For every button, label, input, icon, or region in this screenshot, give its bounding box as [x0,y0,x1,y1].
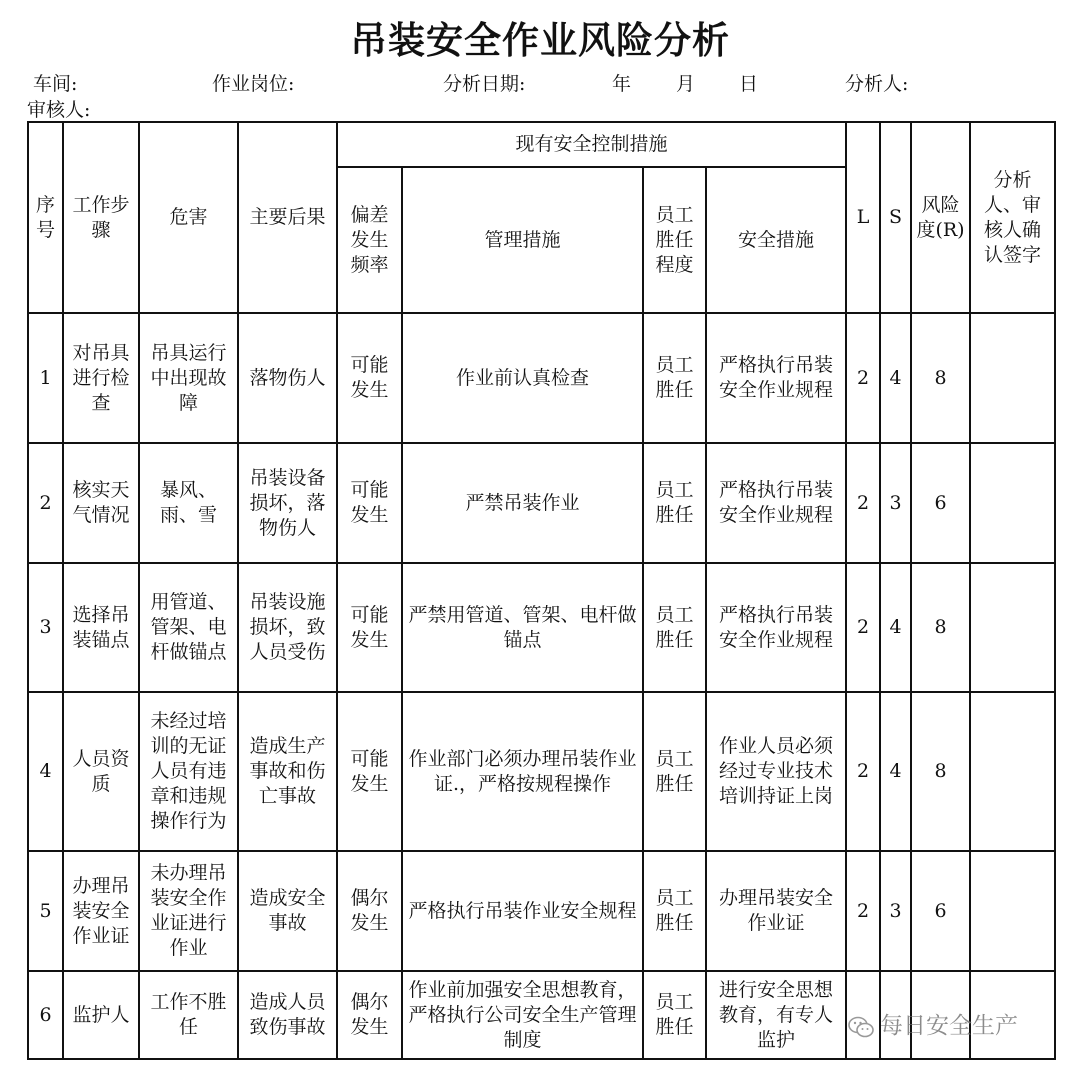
cell-consequence: 造成人员致伤事故 [238,971,337,1059]
cell-management: 严禁吊装作业 [402,443,643,563]
cell-sign [970,692,1055,851]
cell-hazard: 工作不胜任 [139,971,238,1059]
header-consequence: 主要后果 [238,122,337,313]
cell-step: 对吊具进行检查 [63,313,139,443]
year-label: 年 [612,73,632,95]
header-controls-group: 现有安全控制措施 [337,122,846,167]
header-deviation: 偏差发生频率 [337,167,402,313]
cell-competence: 员工胜任 [643,443,706,563]
header-s: S [880,122,911,313]
cell-r: 6 [911,443,970,563]
cell-deviation: 可能发生 [337,443,402,563]
cell-consequence: 吊装设施损坏，致人员受伤 [238,563,337,692]
watermark-text: 每日安全生产 [880,1013,1018,1039]
cell-seq: 2 [28,443,63,563]
risk-analysis-table [27,121,1056,1060]
cell-competence: 员工胜任 [643,851,706,971]
cell-sign [970,563,1055,692]
cell-s: 4 [880,313,911,443]
cell-management: 作业部门必须办理吊装作业证.，严格按规程操作 [402,692,643,851]
cell-management: 严禁用管道、管架、电杆做锚点 [402,563,643,692]
cell-consequence: 落物伤人 [238,313,337,443]
cell-competence: 员工胜任 [643,313,706,443]
analyst-label: 分析人: [845,73,909,95]
table-row [28,443,1055,563]
wechat-logo-icon [848,1016,874,1038]
cell-management: 作业前认真检查 [402,313,643,443]
header-step: 工作步骤 [63,122,139,313]
cell-sign [970,313,1055,443]
cell-step: 选择吊装锚点 [63,563,139,692]
cell-management: 严格执行吊装作业安全规程 [402,851,643,971]
header-competence: 员工胜任程度 [643,167,706,313]
cell-hazard: 用管道、管架、电杆做锚点 [139,563,238,692]
cell-management: 作业前加强安全思想教育，严格执行公司安全生产管理制度 [402,971,643,1059]
header-management: 管理措施 [402,167,643,313]
cell-s: 3 [880,851,911,971]
workshop-label: 车间: [33,73,78,95]
cell-safety: 办理吊装安全作业证 [706,851,846,971]
table-row [28,313,1055,443]
cell-safety: 作业人员必须经过专业技术培训持证上岗 [706,692,846,851]
cell-step: 监护人 [63,971,139,1059]
reviewer-label: 审核人: [27,99,91,121]
cell-consequence: 造成安全事故 [238,851,337,971]
cell-seq: 4 [28,692,63,851]
cell-s: 4 [880,563,911,692]
cell-seq: 1 [28,313,63,443]
cell-competence: 员工胜任 [643,692,706,851]
cell-hazard: 未经过培训的无证人员有违章和违规操作行为 [139,692,238,851]
cell-hazard: 暴风、雨、雪 [139,443,238,563]
cell-competence: 员工胜任 [643,971,706,1059]
analysis-date-label: 分析日期: [443,73,526,95]
cell-r: 8 [911,692,970,851]
table-row [28,692,1055,851]
cell-deviation: 可能发生 [337,563,402,692]
cell-safety: 严格执行吊装安全作业规程 [706,313,846,443]
page-title: 吊装安全作业风险分析 [350,19,730,62]
cell-safety: 严格执行吊装安全作业规程 [706,563,846,692]
header-safety: 安全措施 [706,167,846,313]
cell-l: 2 [846,851,880,971]
cell-step: 办理吊装安全作业证 [63,851,139,971]
cell-l: 2 [846,692,880,851]
cell-safety: 严格执行吊装安全作业规程 [706,443,846,563]
cell-safety: 进行安全思想教育，有专人监护 [706,971,846,1059]
header-l: L [846,122,880,313]
cell-consequence: 造成生产事故和伤亡事故 [238,692,337,851]
cell-step: 核实天气情况 [63,443,139,563]
cell-deviation: 偶尔发生 [337,851,402,971]
cell-s: 3 [880,443,911,563]
cell-r: 8 [911,313,970,443]
watermark [848,1007,1018,1040]
header-risk: 风险度(R) [911,122,970,313]
cell-seq: 6 [28,971,63,1059]
cell-l: 2 [846,443,880,563]
cell-r: 8 [911,563,970,692]
cell-sign [970,851,1055,971]
cell-sign [970,443,1055,563]
cell-seq: 3 [28,563,63,692]
cell-hazard: 未办理吊装安全作业证进行作业 [139,851,238,971]
cell-step: 人员资质 [63,692,139,851]
cell-hazard: 吊具运行中出现故障 [139,313,238,443]
header-hazard: 危害 [139,122,238,313]
table-row [28,851,1055,971]
header-seq: 序号 [28,122,63,313]
cell-s: 4 [880,692,911,851]
table-row [28,563,1055,692]
month-label: 月 [676,73,696,95]
position-label: 作业岗位: [212,73,295,95]
cell-deviation: 偶尔发生 [337,971,402,1059]
header-sign: 分析人、审核人确认签字 [970,122,1055,313]
cell-consequence: 吊装设备损坏，落物伤人 [238,443,337,563]
cell-r: 6 [911,851,970,971]
cell-l: 2 [846,313,880,443]
cell-seq: 5 [28,851,63,971]
cell-l: 2 [846,563,880,692]
cell-deviation: 可能发生 [337,692,402,851]
cell-competence: 员工胜任 [643,563,706,692]
cell-deviation: 可能发生 [337,313,402,443]
day-label: 日 [739,73,759,95]
